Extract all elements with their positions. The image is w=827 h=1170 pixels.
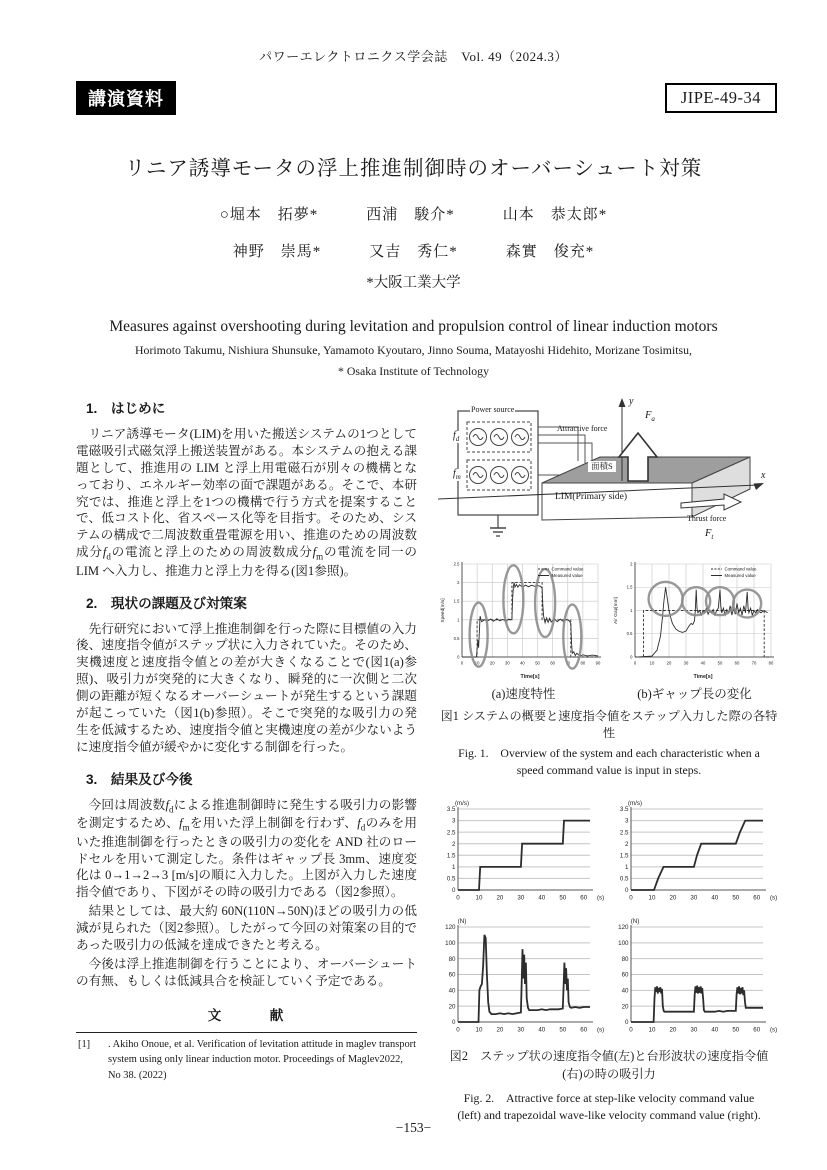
svg-text:100: 100 <box>618 940 629 948</box>
svg-text:10: 10 <box>475 1026 483 1034</box>
svg-text:30: 30 <box>517 1026 525 1034</box>
svg-text:1.5: 1.5 <box>453 598 460 604</box>
svg-text:0: 0 <box>457 654 460 660</box>
badge-row <box>0 81 827 125</box>
svg-text:30: 30 <box>517 894 525 902</box>
svg-text:Command value: Command value <box>551 566 584 572</box>
authors-en: Horimoto Takumu, Nishiura Shunsuke, Yamamoto Kyoutaro, Jinno Souma, Matayoshi Hidehito, Morizane Tosimitsu, <box>135 343 692 357</box>
svg-text:Command value: Command value <box>724 566 757 572</box>
svg-text:0.5: 0.5 <box>626 631 633 637</box>
fig1-charts-row <box>438 557 780 681</box>
fig2-caption-en: Fig. 2. Attractive force at step-like velocity command value (left) and trapezoidal wave-like velocity command value (right). <box>457 1090 761 1122</box>
journal-header: パワーエレクトロニクス学会誌 Vol. 49（2024.3） <box>259 49 568 64</box>
svg-text:2: 2 <box>625 841 629 849</box>
ft-label: $F_t$ <box>705 528 714 542</box>
fig1-caption-en: Fig. 1. Overview of the system and each characteristic when a speed command value is input in steps. <box>458 746 760 778</box>
references-heading: 文 献 <box>207 1007 286 1023</box>
svg-text:Measured value: Measured value <box>551 573 583 579</box>
svg-text:120: 120 <box>445 924 456 932</box>
page-number: −153− <box>395 1120 432 1135</box>
svg-text:50: 50 <box>732 1026 740 1034</box>
fig2-trapezoid-force-chart <box>611 915 779 1039</box>
svg-text:60: 60 <box>753 1026 761 1034</box>
fd-label: $f_d$ <box>453 430 460 443</box>
svg-text:20: 20 <box>496 1026 504 1034</box>
svg-text:120: 120 <box>618 924 629 932</box>
svg-text:60: 60 <box>550 660 556 666</box>
svg-text:80: 80 <box>621 956 629 964</box>
svg-text:(m/s): (m/s) <box>627 800 643 808</box>
svg-text:(s): (s) <box>597 894 605 902</box>
svg-text:0: 0 <box>625 887 629 895</box>
fig2-caption-jp: 図2 ステップ状の速度指令値(左)と台形波状の速度指令値(右)の時の吸引力 <box>449 1049 769 1082</box>
svg-text:10: 10 <box>648 1026 656 1034</box>
svg-text:60: 60 <box>734 660 740 666</box>
svg-text:3: 3 <box>452 817 456 825</box>
reference-item <box>76 1037 417 1084</box>
svg-text:20: 20 <box>666 660 672 666</box>
fa-label: $F_a$ <box>645 410 655 424</box>
svg-text:50: 50 <box>535 660 540 666</box>
right-column <box>438 395 780 1124</box>
fig2-step-velocity-chart <box>438 795 606 907</box>
system-diagram-drawing <box>438 395 780 553</box>
svg-text:1: 1 <box>630 607 633 613</box>
svg-text:40: 40 <box>538 894 546 902</box>
svg-text:2: 2 <box>630 561 633 567</box>
svg-text:1.5: 1.5 <box>626 584 633 590</box>
svg-text:(N): (N) <box>630 918 640 926</box>
attractive-force-label: Attractive force <box>557 424 608 433</box>
section-2-paragraph: 先行研究において浮上推進制御を行った際に目標値の入力後、速度指令値がステップ状に入力されていた。そのため、実機速度と速度指令値との差が大きくなることで(図1(a)参照)、吸引力が突発的に大きくなり、瞬発的に一次側と二次側の距離が短くなるオーバーシュートが発生するという課題が起こっていた（図1(b)参照）。そこで突発的な吸引力の発生を低減するため、速度指令値と実機速度の差が少ないように速度指令値が緩やかに変化する制御を行った。 <box>76 621 417 754</box>
svg-text:50: 50 <box>732 894 740 902</box>
svg-text:40: 40 <box>711 1026 719 1034</box>
svg-text:80: 80 <box>768 660 774 666</box>
svg-text:0: 0 <box>456 894 460 902</box>
svg-text:70: 70 <box>565 660 571 666</box>
svg-text:10: 10 <box>475 894 483 902</box>
fig1b-airgap-chart <box>611 557 779 681</box>
svg-text:0: 0 <box>633 660 637 666</box>
svg-text:60: 60 <box>753 894 761 902</box>
fig2-charts-grid <box>438 795 780 1039</box>
affiliation-en: * Osaka Institute of Technology <box>338 364 489 378</box>
svg-text:Air Gap[mm]: Air Gap[mm] <box>614 597 619 624</box>
svg-text:20: 20 <box>489 660 495 666</box>
fm-label: $f_m$ <box>453 468 461 481</box>
svg-text:0: 0 <box>625 1019 629 1027</box>
svg-text:2: 2 <box>452 841 456 849</box>
svg-text:30: 30 <box>690 894 698 902</box>
svg-text:50: 50 <box>559 894 567 902</box>
svg-text:10: 10 <box>648 894 656 902</box>
svg-text:40: 40 <box>520 660 525 666</box>
fig1-sublabel-a: (a)速度特性 <box>491 687 556 701</box>
svg-text:2.5: 2.5 <box>619 829 629 837</box>
svg-text:10: 10 <box>649 660 655 666</box>
section-3-paragraph-2: 結果としては、最大約 60N(110N→50N)ほどの吸引力の低減が見られた（図2参照）。したがって今回の対策案の目的であった吸引力の低減を達成できたと考える。 <box>76 904 417 952</box>
svg-text:80: 80 <box>448 956 456 964</box>
thrust-force-label: Thrust force <box>687 514 727 523</box>
svg-text:Speed[m/s]: Speed[m/s] <box>441 598 446 623</box>
fig1a-speed-chart <box>438 557 606 681</box>
left-column <box>76 395 417 1124</box>
svg-text:(m/s): (m/s) <box>454 800 470 808</box>
affiliation-jp: *大阪工業大学 <box>366 275 461 291</box>
x-axis-label: x <box>761 470 766 481</box>
svg-text:0: 0 <box>629 1026 633 1034</box>
paper-title-en: Measures against overshooting during levitation and propulsion control of linear induction motors <box>109 318 718 335</box>
svg-text:60: 60 <box>448 971 456 979</box>
svg-text:100: 100 <box>445 940 456 948</box>
svg-text:20: 20 <box>669 894 677 902</box>
power-source-label: Power source <box>471 405 515 414</box>
svg-text:Time[s]: Time[s] <box>693 674 713 680</box>
svg-text:60: 60 <box>580 1026 588 1034</box>
svg-text:20: 20 <box>448 1003 456 1011</box>
lim-primary-side-label: LIM(Primary side) <box>555 492 628 502</box>
svg-text:3: 3 <box>625 817 629 825</box>
section-1-paragraph: リニア誘導モータ(LIM)を用いた搬送システムの1つとして電磁吸引式磁気浮上搬送装置がある。本システムの抱える課題として、推進用の LIM と浮上用電磁石が別々の機構となっており、エネルギー効率の面で課題がある。そこで、本研究では、推進と浮上を1つの機構で行う方式を提案することで、低コスト化、省スペース化等を目指す。そのため、システムの構成で二周波数重畳電源を用い、推進のための周波数成分$f_d$の電流と浮上のための周波数成分$f_m$の電流を同一の LIM へ入力し、推進力と浮上力を得る(図1参照)。 <box>76 427 418 578</box>
svg-text:Time[s]: Time[s] <box>520 674 540 680</box>
svg-text:10: 10 <box>474 660 480 666</box>
svg-text:40: 40 <box>448 987 456 995</box>
svg-text:2: 2 <box>457 580 460 586</box>
svg-text:40: 40 <box>621 987 629 995</box>
section-3-heading: 3. 結果及び今後 <box>86 771 193 787</box>
svg-text:0: 0 <box>452 887 456 895</box>
fig1-sublabels <box>438 684 780 702</box>
svg-text:0: 0 <box>452 1019 456 1027</box>
svg-text:80: 80 <box>580 660 586 666</box>
svg-text:3.5: 3.5 <box>446 806 456 814</box>
fig1-caption-jp: 図1 システムの概要と速度指令値をステップ入力した際の各特性 <box>440 709 778 740</box>
svg-text:30: 30 <box>683 660 689 666</box>
two-column-body <box>0 395 827 1124</box>
svg-text:0: 0 <box>629 894 633 902</box>
svg-text:1: 1 <box>452 864 456 872</box>
svg-text:60: 60 <box>621 971 629 979</box>
svg-text:(N): (N) <box>457 918 467 926</box>
y-axis-label: y <box>629 396 634 407</box>
svg-text:30: 30 <box>504 660 510 666</box>
svg-text:50: 50 <box>717 660 723 666</box>
svg-text:70: 70 <box>751 660 757 666</box>
svg-text:60: 60 <box>580 894 588 902</box>
section-2-heading: 2. 現状の課題及び対策案 <box>86 595 247 611</box>
reference-text: . Akiho Onoue, et al. Verification of levitation attitude in maglev transport system using only linear induction motor. Proceedings of Maglev2022, No 38. (2022) <box>108 1038 416 1081</box>
fig2-trapezoid-velocity-chart <box>611 795 779 907</box>
fig1-system-diagram <box>438 395 780 553</box>
svg-text:1: 1 <box>457 617 460 623</box>
svg-text:40: 40 <box>538 1026 546 1034</box>
svg-text:1.5: 1.5 <box>446 852 456 860</box>
area-s-label: 面積S <box>588 461 616 472</box>
svg-text:30: 30 <box>690 1026 698 1034</box>
section-1-heading: 1. はじめに <box>86 401 166 416</box>
svg-text:0: 0 <box>460 660 464 666</box>
svg-text:20: 20 <box>496 894 504 902</box>
svg-text:(s): (s) <box>770 894 778 902</box>
svg-text:0.5: 0.5 <box>453 635 460 641</box>
section-3-paragraph-1: 今回は周波数$f_d$による推進制御時に発生する吸引力の影響を測定するため、$f_m$を用いた浮上制御を行わず、$f_d$のみを用いた推進制御を行ったときの吸引力の変化を AND 社のロードセルを用いて測定した。条件はギャップ長 3mm、速度変化は 0→1→2→3 [m/s]の順に入力した。上図が入力した速度指令値であり、下図がその時の吸引力である（図2参照）。 <box>76 797 418 900</box>
svg-text:40: 40 <box>711 894 719 902</box>
svg-text:50: 50 <box>559 1026 567 1034</box>
svg-text:Measured value: Measured value <box>724 573 756 579</box>
svg-text:0.5: 0.5 <box>446 875 456 883</box>
lecture-material-badge: 講演資料 <box>76 81 176 115</box>
authors-line-1: ○堀本 拓夢* 西浦 駿介* 山本 恭太郎* <box>219 207 608 223</box>
paper-id-box: JIPE-49-34 <box>665 83 777 113</box>
reference-marker: [1] <box>78 1038 91 1050</box>
svg-text:20: 20 <box>621 1003 629 1011</box>
svg-text:(s): (s) <box>770 1026 778 1034</box>
section-3-paragraph-3: 今後は浮上推進制御を行うことにより、オーバーシュートの有無、もしくは低減具合を検証していく予定である。 <box>76 956 417 988</box>
svg-text:20: 20 <box>669 1026 677 1034</box>
svg-text:1.5: 1.5 <box>619 852 629 860</box>
svg-text:0.5: 0.5 <box>619 875 629 883</box>
svg-text:2.5: 2.5 <box>453 561 460 567</box>
fig1-sublabel-b: (b)ギャップ長の変化 <box>637 687 752 701</box>
svg-text:(s): (s) <box>597 1026 605 1034</box>
fig2-step-force-chart <box>438 915 606 1039</box>
svg-text:40: 40 <box>700 660 706 666</box>
svg-text:90: 90 <box>595 660 601 666</box>
paper-title-jp: リニア誘導モータの浮上推進制御時のオーバーシュート対策 <box>124 158 703 180</box>
svg-text:1: 1 <box>625 864 629 872</box>
authors-line-2: 神野 崇馬* 又吉 秀仁* 森實 俊充* <box>232 244 595 260</box>
references-rule <box>76 1032 417 1033</box>
svg-text:0: 0 <box>630 654 633 660</box>
svg-text:2.5: 2.5 <box>446 829 456 837</box>
svg-text:3.5: 3.5 <box>619 806 629 814</box>
svg-text:0: 0 <box>456 1026 460 1034</box>
